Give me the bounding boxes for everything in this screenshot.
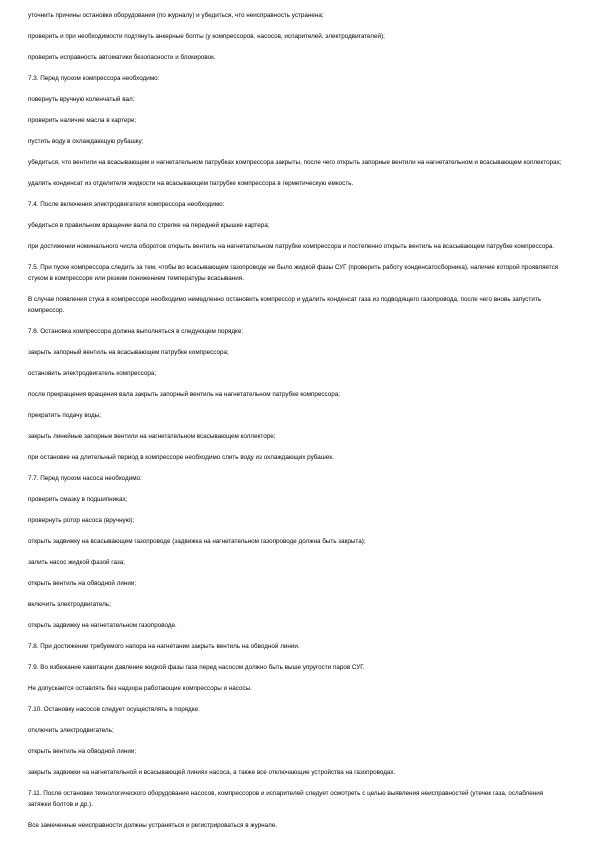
paragraph: после прекращения вращения вала закрыть запорный вентиль на нагнетательном патрубке компрессора; (28, 391, 341, 398)
paragraph: остановить электродвигатель компрессора; (28, 370, 157, 377)
paragraph: отключить электродвигатель; (28, 727, 114, 734)
paragraph: закрыть запорный вентиль на всасывающем патрубке компрессора; (28, 349, 229, 356)
paragraph: убедиться в правильном вращении вала по стрелке на передней крышке картера; (28, 222, 270, 229)
paragraph: открыть задвижку на всасывающем газопроводе (задвижка на нагнетательном газопроводе должна быть закрыта); (28, 538, 366, 545)
paragraph: удалить конденсат из отделителя жидкости на всасывающем патрубке компрессора в герметическую емкость. (28, 180, 354, 187)
paragraph: при достижении номинального числа оборотов открыть вентиль на нагнетательном патрубке компрессора и постепенно открыть вентиль на всасывающем патрубке компрессора. (28, 243, 555, 250)
paragraph: при остановке на длительный период в компрессоре необходимо слить воду из охлаждающих рубашек. (28, 454, 334, 461)
paragraph: закрыть линейные запорные вентили на нагнетательном всасывающем коллекторе; (28, 433, 276, 440)
paragraph: открыть вентиль на обводной линии; (28, 580, 137, 587)
section-heading: 7.7. Перед пуском насоса необходимо: (28, 475, 142, 482)
paragraph: пустить воду в охлаждающую рубашку; (28, 138, 144, 145)
paragraph: уточнить причины остановки оборудования (по журналу) и убедиться, что неисправность устранена; (28, 12, 324, 19)
paragraph: проверить исправность автоматики безопасности и блокировок. (28, 54, 216, 61)
section-paragraph: 7.9. Во избежание кавитации давление жидкой фазы газа перед насосом должно быть выше упругости паров СУГ. (28, 664, 365, 671)
section-heading: 7.4. После включения электродвигателя компрессора необходимо: (28, 201, 225, 208)
section-heading: 7.6. Остановка компрессора должна выполняться в следующем порядке: (28, 328, 244, 335)
section-heading: 7.3. Перед пуском компрессора необходимо: (28, 75, 160, 82)
paragraph: залить насос жидкой фазой газа; (28, 559, 126, 566)
paragraph: включить электродвигатель; (28, 601, 111, 608)
paragraph: открыть задвижку на нагнетательном газопроводе. (28, 622, 177, 629)
document-body (28, 10, 566, 831)
paragraph: проверить и при необходимости подтянуть анкерные болты (у компрессоров, насосов, испарителей, электродвигателей); (28, 33, 385, 40)
paragraph: Не допускается оставлять без надзора работающие компрессоры и насосы. (28, 685, 252, 692)
paragraph: В случае появления стука в компрессоре необходимо немедленно остановить компрессор и удалить конденсат газа из подводящего газопровода, после чего вновь запустить компрессор. (28, 296, 541, 314)
paragraph: Все замеченные неисправности должны устраняться и регистрироваться в журнале. (28, 822, 278, 829)
paragraph: прекратить подачу воды; (28, 412, 101, 419)
paragraph: закрыть задвижки на нагнетательной и всасывающей линиях насоса, а также все отключающие устройства на газопроводах. (28, 769, 396, 776)
paragraph: убедиться, что вентили на всасывающем и нагнетательном патрубках компрессора закрыты, после чего открыть запорные вентили на нагнетательном и всасывающем коллекторах; (28, 159, 562, 166)
paragraph: провернуть ротор насоса (вручную); (28, 517, 135, 524)
paragraph: открыть вентиль на обводной линии; (28, 748, 137, 755)
section-paragraph: 7.5. При пуске компрессора следить за тем, чтобы во всасывающем газопроводе не было жидкой фазы СУГ (проверить работу конденсатосборника), наличие которой проявляется стуком в компрессоре или резким понижением температуры всасывания. (28, 264, 559, 282)
paragraph: повернуть вручную коленчатый вал; (28, 96, 135, 103)
paragraph: проверить наличие масла в картере; (28, 117, 137, 124)
section-paragraph: 7.8. При достижении требуемого напора на нагнетании закрыть вентиль на обводной линии. (28, 643, 300, 650)
paragraph: проверить смазку в подшипниках; (28, 496, 128, 503)
section-heading: 7.10. Остановку насосов следует осуществлять в порядке: (28, 706, 200, 713)
section-paragraph: 7.11. После остановки технологического оборудования насосов, компрессоров и испарителей следует осмотреть с целью выявления неисправностей (утечек газа, ослабления затяжки болтов и др.). (28, 790, 544, 808)
